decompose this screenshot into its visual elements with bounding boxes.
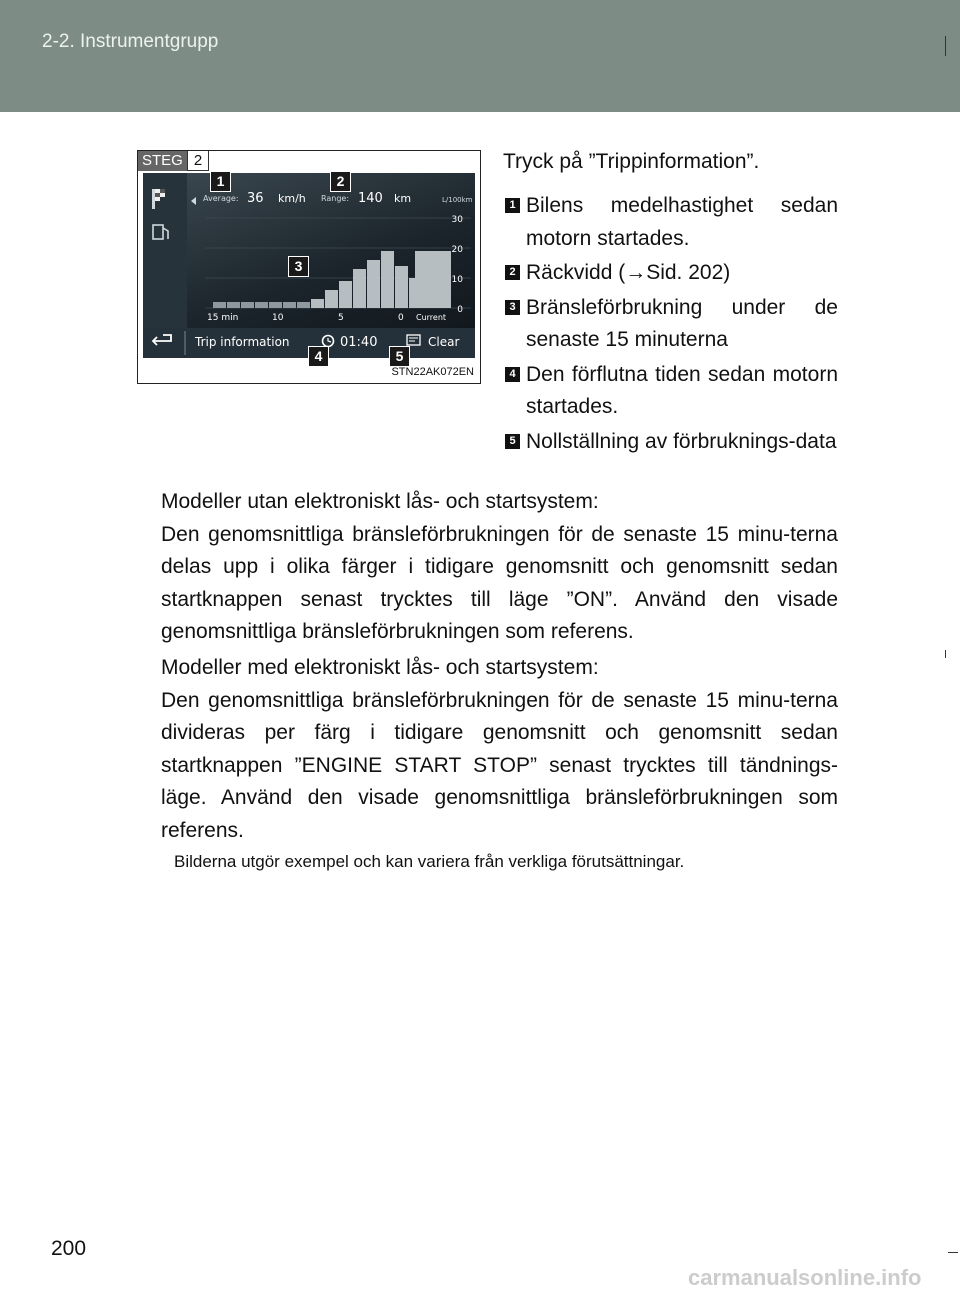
fuel-unit-label: L/100km bbox=[442, 196, 473, 204]
y-tick-label: 10 bbox=[451, 275, 463, 285]
item-text: Bränsleförbrukning under de senaste 15 minuterna bbox=[526, 295, 838, 351]
numbered-list bbox=[505, 190, 838, 460]
callout-1: 1 bbox=[210, 171, 231, 192]
history-bar bbox=[395, 266, 408, 308]
page-number: 200 bbox=[51, 1237, 87, 1260]
history-bar bbox=[213, 302, 226, 308]
item-text: Nollställning av förbruknings-data bbox=[526, 429, 837, 453]
clear-button[interactable]: Clear bbox=[428, 335, 460, 349]
list-item bbox=[505, 190, 838, 255]
paragraph-body: Den genomsnittliga bränsleförbrukningen för de senaste 15 minu-terna delas upp i olika färger i tidigare genomsnitt och genomsnitt sedan startknappen senast trycktes till läge ”ON”. Använd den visade genomsnittliga bränsleförbrukningen som referens. bbox=[161, 522, 838, 643]
callout-3: 3 bbox=[288, 256, 309, 277]
item-text: Den förflutna tiden sedan motorn startades. bbox=[526, 362, 838, 418]
chart-y-ticks bbox=[452, 215, 464, 315]
screen-title: Trip information bbox=[195, 335, 290, 349]
elapsed-time: 01:40 bbox=[340, 335, 378, 350]
history-bar bbox=[339, 281, 352, 308]
list-item bbox=[505, 359, 838, 424]
history-bar bbox=[381, 251, 394, 308]
figure-code: STN22AK072EN bbox=[391, 366, 474, 378]
average-label: Average: bbox=[203, 194, 239, 203]
chart-x-ticks bbox=[207, 313, 404, 323]
range-value: 140 bbox=[358, 191, 383, 206]
item-text: Bilens medelhastighet sedan motorn startades. bbox=[526, 194, 838, 250]
average-unit: km/h bbox=[278, 192, 306, 205]
trip-info-screen bbox=[143, 173, 475, 358]
paragraph-without-smart-key bbox=[161, 486, 838, 649]
item-number: 1 bbox=[505, 198, 520, 213]
range-unit: km bbox=[394, 192, 412, 205]
item-number: 3 bbox=[505, 300, 520, 315]
trip-info-display bbox=[143, 173, 475, 358]
paragraph-with-smart-key bbox=[161, 652, 838, 847]
history-bar bbox=[241, 302, 254, 308]
callout-4: 4 bbox=[308, 346, 329, 367]
x-tick-label: 10 bbox=[272, 313, 284, 323]
crop-mark bbox=[945, 650, 946, 658]
y-tick-label: 0 bbox=[457, 305, 463, 315]
page-header bbox=[0, 0, 960, 112]
screen-figure bbox=[137, 150, 481, 384]
history-bar bbox=[325, 290, 338, 308]
x-tick-label: 15 min bbox=[207, 313, 239, 323]
list-item bbox=[505, 292, 838, 357]
x-tick-label: 5 bbox=[338, 313, 344, 323]
callout-5: 5 bbox=[389, 346, 410, 367]
item-number: 2 bbox=[505, 265, 520, 280]
callout-2: 2 bbox=[330, 171, 351, 192]
history-bar bbox=[367, 260, 380, 308]
note-text: Bilderna utgör exempel och kan variera från verkliga förutsättningar. bbox=[174, 852, 685, 871]
step-label: STEG bbox=[138, 151, 187, 171]
item-number: 4 bbox=[505, 367, 520, 382]
range-label: Range: bbox=[321, 194, 350, 203]
watermark: carmanualsonline.info bbox=[688, 1265, 922, 1290]
history-bar bbox=[353, 269, 366, 308]
item-text: Räckvidd (→Sid. 202) bbox=[526, 261, 731, 284]
history-bar bbox=[227, 302, 240, 308]
paragraph-body: Den genomsnittliga bränsleförbrukningen för de senaste 15 minu-terna divideras per färg i tidigare genomsnitt och genomsnitt sedan startknappen ”ENGINE START STOP” senast trycktes till tändnings-läge. Använd den visade genomsnittliga bränsleförbrukningen som referens. bbox=[161, 688, 838, 842]
current-bar bbox=[415, 251, 451, 308]
chevron-left-icon[interactable] bbox=[191, 197, 196, 205]
crop-mark bbox=[948, 1252, 958, 1253]
y-tick-label: 30 bbox=[451, 215, 463, 225]
item-number: 5 bbox=[505, 434, 520, 449]
paragraph-heading: Modeller med elektroniskt lås- och startsystem: bbox=[161, 656, 599, 679]
crop-mark bbox=[945, 36, 946, 56]
y-tick-label: 20 bbox=[451, 245, 463, 255]
history-bar bbox=[269, 302, 282, 308]
chart-bars bbox=[213, 251, 451, 308]
step-number: 2 bbox=[187, 151, 209, 171]
paragraph-heading: Modeller utan elektroniskt lås- och startsystem: bbox=[161, 490, 599, 513]
average-value: 36 bbox=[247, 191, 264, 206]
history-bar bbox=[297, 302, 310, 308]
step-badge bbox=[138, 151, 209, 171]
history-bar bbox=[283, 302, 296, 308]
section-title: 2-2. Instrumentgrupp bbox=[42, 31, 219, 52]
list-item bbox=[505, 257, 838, 290]
history-bar bbox=[311, 299, 324, 308]
x-tick-label: 0 bbox=[398, 313, 404, 323]
current-label: Current bbox=[416, 313, 447, 322]
history-bar bbox=[255, 302, 268, 308]
intro-text: Tryck på ”Trippinformation”. bbox=[503, 150, 760, 173]
list-item bbox=[505, 426, 838, 459]
